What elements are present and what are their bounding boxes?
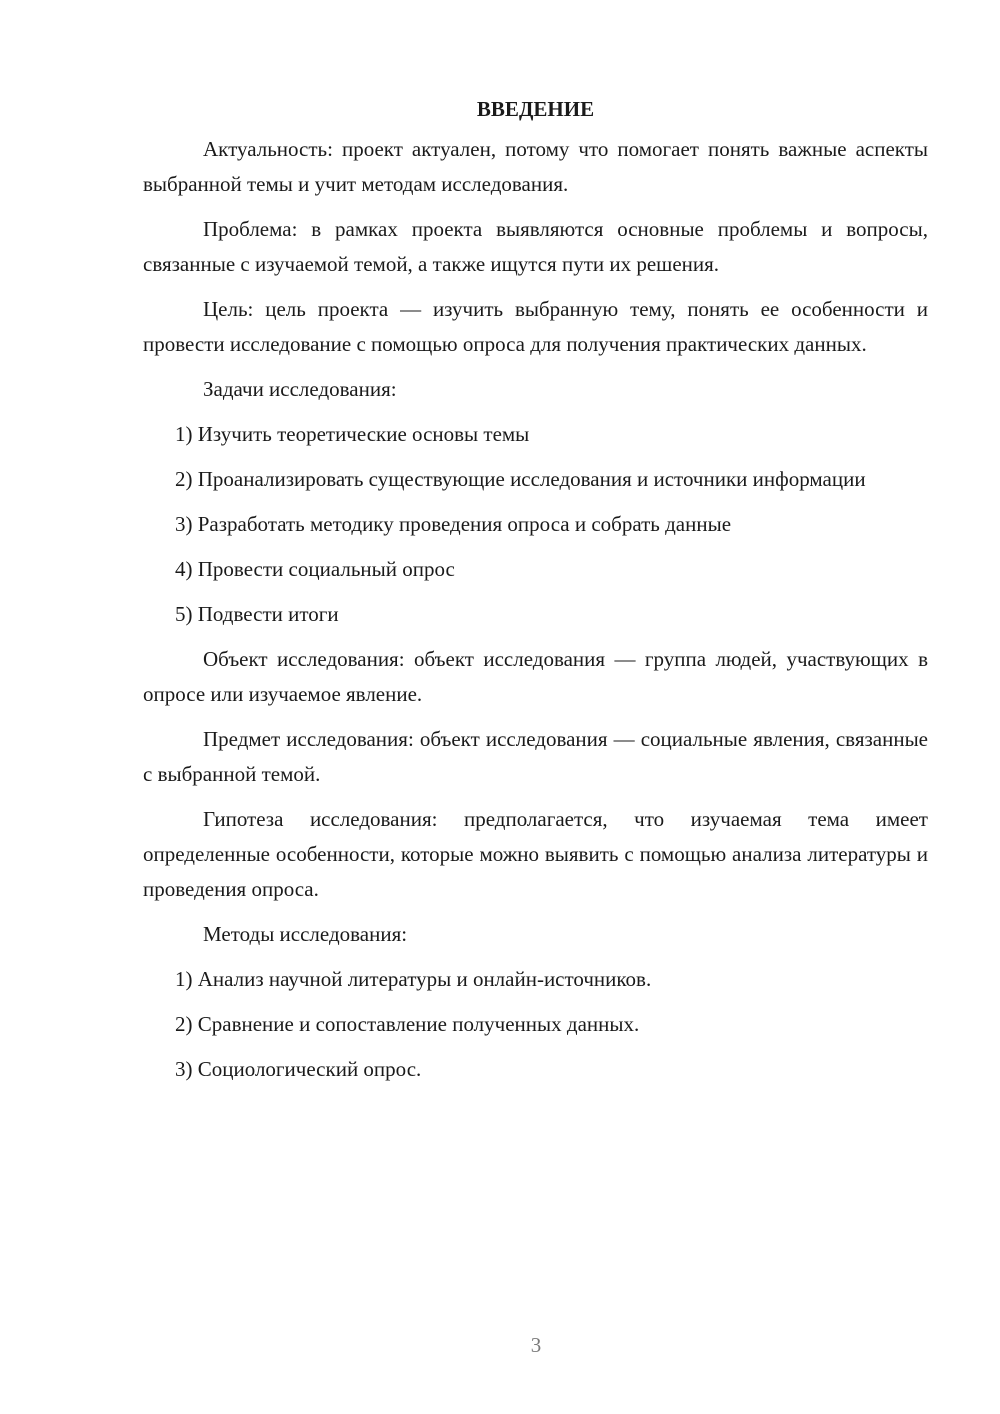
task-item: 2) Проанализировать существующие исследования и источники информации [175,467,866,491]
methods-heading: Методы исследования: [203,922,408,946]
page-number: 3 [530,1333,542,1357]
tasks-heading: Задачи исследования: [203,377,397,401]
task-item: 1) Изучить теоретические основы темы [175,422,530,446]
page-title: ВВЕДЕНИЕ [476,97,595,121]
relevance-paragraph: Актуальность: проект актуален, потому что помогает понять важные аспекты выбранной темы и учит методам исследования. [143,137,928,196]
problem-paragraph: Проблема: в рамках проекта выявляются основные проблемы и вопросы, связанные с изучаемой темой, а также ищутся пути их решения. [143,217,928,276]
page-content [143,92,928,1097]
task-item: 4) Провести социальный опрос [175,557,455,581]
method-item: 2) Сравнение и сопоставление полученных данных. [175,1012,640,1036]
goal-paragraph: Цель: цель проекта — изучить выбранную тему, понять ее особенности и провести исследование с помощью опроса для получения практических данных. [143,297,928,356]
task-item: 5) Подвести итоги [175,602,339,626]
subject-paragraph: Предмет исследования: объект исследования — социальные явления, связанные с выбранной темой. [143,727,928,786]
hypothesis-paragraph: Гипотеза исследования: предполагается, что изучаемая тема имеет определенные особенности, которые можно выявить с помощью анализа литературы и проведения опроса. [143,807,928,901]
object-paragraph: Объект исследования: объект исследования — группа людей, участвующих в опросе или изучаемое явление. [143,647,928,706]
method-item: 3) Социологический опрос. [175,1057,422,1081]
method-item: 1) Анализ научной литературы и онлайн-источников. [175,967,652,991]
task-item: 3) Разработать методику проведения опроса и собрать данные [175,512,732,536]
